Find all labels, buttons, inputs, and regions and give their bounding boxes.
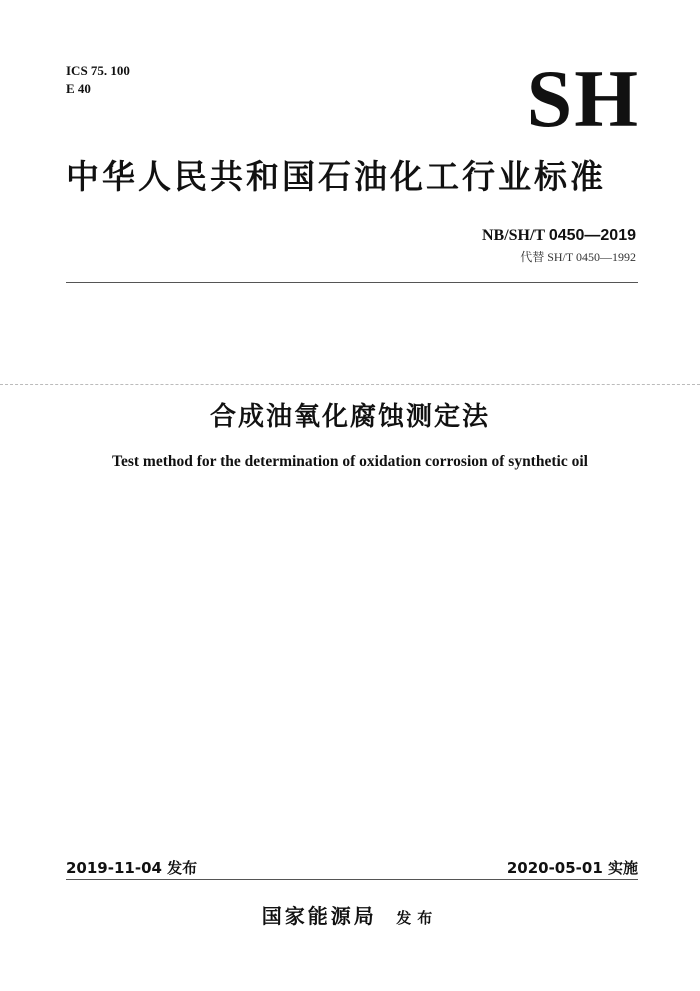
document-title-en: Test method for the determination of oxidation corrosion of synthetic oil	[112, 453, 588, 470]
ccs-code: E 40	[66, 81, 91, 96]
faint-divider	[0, 384, 700, 385]
sh-logo: SH	[526, 53, 640, 144]
standard-code-prefix: NB/SH/T	[481, 227, 545, 244]
classification-codes	[66, 62, 130, 98]
document-title-cn: 合成油氧化腐蚀测定法	[209, 402, 490, 432]
implementation-date: 2020-05-01 实施	[506, 859, 638, 877]
publisher-action: 发布	[396, 909, 439, 927]
header-divider	[66, 282, 638, 283]
standard-code-number: 0450—2019	[548, 227, 636, 244]
replaces-standard: 代替 SH/T 0450—1992	[520, 250, 636, 264]
publisher-name: 国家能源局	[261, 904, 377, 928]
standard-code	[482, 227, 636, 245]
issue-date: 2019-11-04 发布	[66, 859, 198, 877]
footer-divider	[66, 879, 638, 880]
publisher	[0, 900, 700, 929]
standard-category-title: 中华人民共和国石油化工行业标准	[66, 157, 606, 196]
ics-code: ICS 75. 100	[66, 63, 130, 78]
